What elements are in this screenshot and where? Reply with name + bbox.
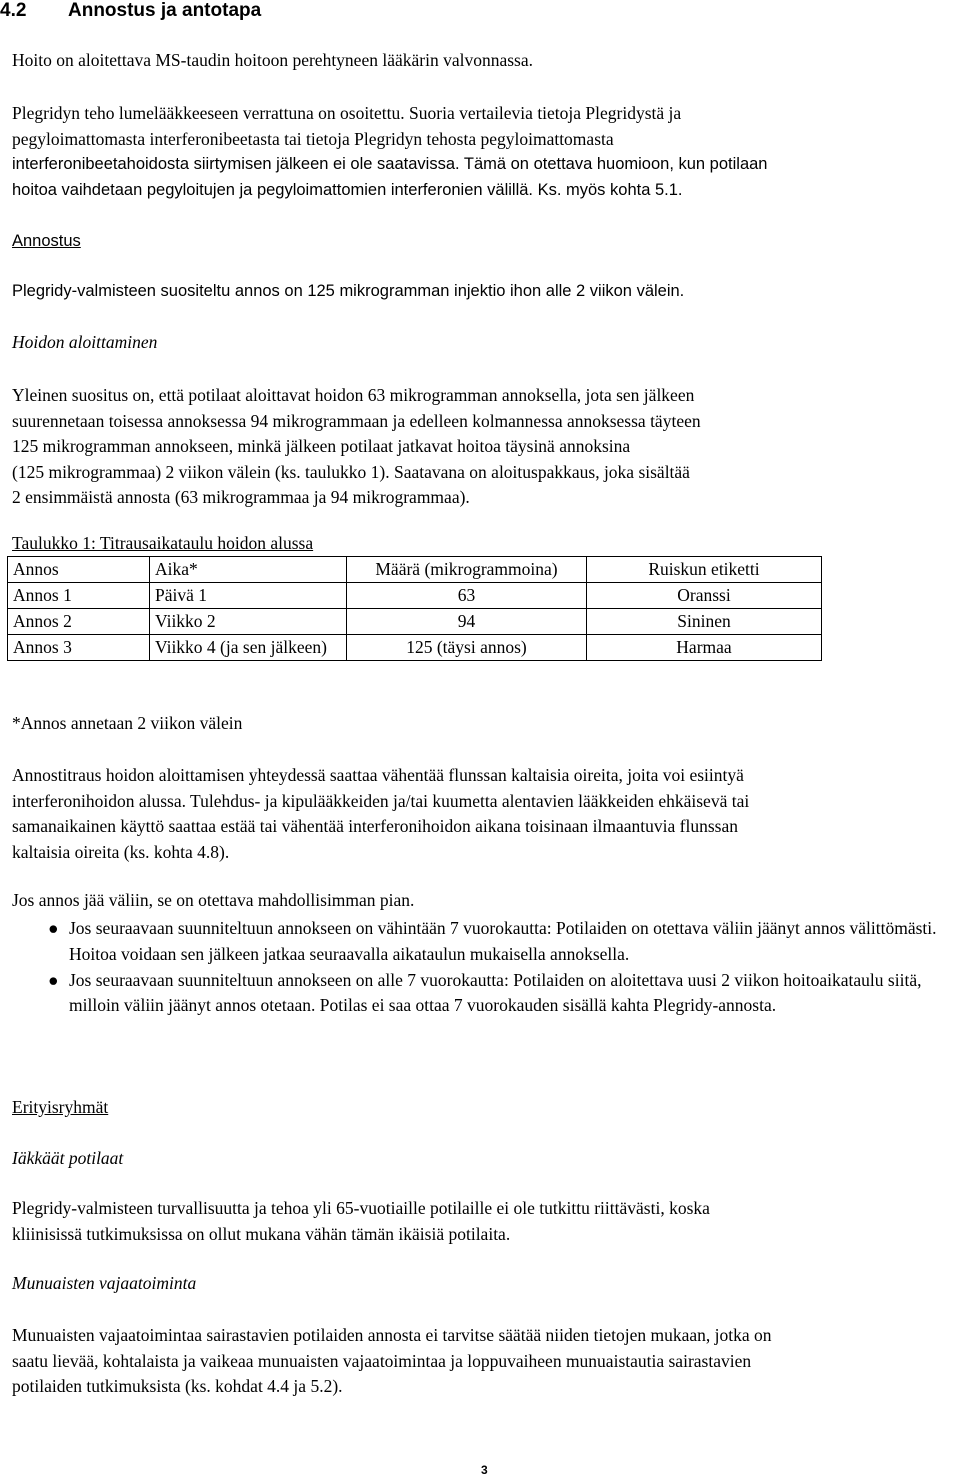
titration-table-wrap xyxy=(7,556,822,661)
text-line: pegyloimattomasta interferonibeetasta tai tietoja Plegridyn tehosta pegyloimattomasta xyxy=(12,128,614,149)
text-line: potilaiden tutkimuksista (ks. kohdat 4.4 ja 5.2). xyxy=(12,1376,343,1396)
table-header-cell: Määrä (mikrogrammoina) xyxy=(347,557,587,583)
table-cell: Annos 3 xyxy=(8,635,150,661)
text-line: interferonibeetahoidosta siirtymisen jälkeen ei ole saatavissa. Tämä on otettava huomioon, kun potilaan xyxy=(12,155,768,173)
text-line: Yleinen suositus on, että potilaat aloittavat hoidon 63 mikrogramman annoksella, jota sen jälkeen xyxy=(12,385,695,405)
bullet-icon: ● xyxy=(48,918,59,938)
table-cell: Viikko 2 xyxy=(150,609,347,635)
intro-paragraph: Hoito on aloitettava MS-taudin hoitoon perehtyneen lääkärin valvonnassa. xyxy=(12,50,533,70)
special-groups-heading: Erityisryhmät xyxy=(12,1097,109,1117)
table-header-cell: Ruiskun etiketti xyxy=(587,557,822,583)
efficacy-paragraph xyxy=(12,101,767,203)
table-cell: Annos 2 xyxy=(8,609,150,635)
table-header-row xyxy=(8,557,822,583)
section-number: 4.2 xyxy=(0,0,27,21)
table-cell: Viikko 4 (ja sen jälkeen) xyxy=(150,635,347,661)
annostus-paragraph: Plegridy-valmisteen suositeltu annos on 125 mikrogramman injektio ihon alle 2 viikon välein. xyxy=(12,282,685,300)
list-item xyxy=(0,916,960,968)
text-line: kliinisissä tutkimuksissa on ollut mukana vähän tämän ikäisiä potilaita. xyxy=(12,1223,511,1244)
bullet-icon: ● xyxy=(48,969,59,990)
text-line: Plegridyn teho lumelääkkeeseen verrattuna on osoitettu. Suoria vertailevia tietoja Plegridystä ja xyxy=(12,103,682,123)
renal-paragraph xyxy=(12,1323,772,1400)
table-header-cell: Aika* xyxy=(150,557,347,583)
table-cell: Sininen xyxy=(587,609,822,635)
text-line: hoitoa vaihdetaan pegyloitujen ja pegyloimattomien interferonien välillä. Ks. myös kohta 5.1. xyxy=(12,180,683,199)
annostus-heading: Annostus xyxy=(12,232,81,250)
list-item-text: Jos seuraavaan suunniteltuun annokseen on vähintään 7 vuorokautta: Potilaiden on otettava väliin jäänyt annos välittömästi. Hoitoa voidaan sen jälkeen jatkaa seuraavalla aikataulun mukaisella annoksella. xyxy=(69,918,937,964)
table-cell: Päivä 1 xyxy=(150,583,347,609)
table-row xyxy=(8,609,822,635)
text-line: suurennetaan toisessa annoksessa 94 mikrogrammaan ja edelleen kolmannessa annoksessa täyteen xyxy=(12,410,701,431)
page-number: 3 xyxy=(481,1463,488,1477)
text-line: (125 mikrogrammaa) 2 viikon välein (ks. taulukko 1). Saatavana on aloituspakkaus, joka sisältää xyxy=(12,461,690,482)
missed-dose-paragraph: Jos annos jää väliin, se on otettava mahdollisimman pian. xyxy=(12,890,415,910)
section-heading xyxy=(0,0,261,22)
text-line: interferonihoidon alussa. Tulehdus- ja kipulääkkeiden ja/tai kuumetta alentavien lääkkeiden ehkäisevä tai xyxy=(12,790,750,811)
table-cell: Harmaa xyxy=(587,635,822,661)
section-title: Annostus ja antotapa xyxy=(68,0,262,21)
text-line: kaltaisia oireita (ks. kohta 4.8). xyxy=(12,841,230,862)
text-line: 125 mikrogramman annokseen, minkä jälkeen potilaat jatkavat hoitoa täysinä annoksina xyxy=(12,436,631,456)
titration-paragraph xyxy=(12,763,749,865)
titration-table xyxy=(7,556,822,661)
elderly-heading: Iäkkäät potilaat xyxy=(12,1148,124,1168)
table-row xyxy=(8,635,822,661)
table-cell: 63 xyxy=(347,583,587,609)
renal-heading: Munuaisten vajaatoiminta xyxy=(12,1273,197,1293)
text-line: Munuaisten vajaatoimintaa sairastavien potilaiden annosta ei tarvitse säätää niiden tietojen mukaan, jotka on xyxy=(12,1325,772,1345)
table-cell: 125 (täysi annos) xyxy=(347,635,587,661)
text-line: saatu lievää, kohtalaista ja vaikeaa munuaisten vajaatoimintaa ja loppuvaiheen munuaistautia sairastavien xyxy=(12,1350,752,1371)
missed-dose-list xyxy=(0,916,960,1019)
table-cell: Oranssi xyxy=(587,583,822,609)
text-line: Annostitraus hoidon aloittamisen yhteydessä saattaa vähentää flunssan kaltaisia oireita, joita voi esiintyä xyxy=(12,765,744,785)
text-line: samanaikainen käyttö saattaa estää tai vähentää interferonihoidon aikana toisinaan ilmaantuvia flunssan xyxy=(12,816,738,836)
initiation-paragraph xyxy=(12,383,701,511)
initiation-heading: Hoidon aloittaminen xyxy=(12,332,158,352)
list-item-text: Jos seuraavaan suunniteltuun annokseen on alle 7 vuorokautta: Potilaiden on aloitettava uusi 2 viikon hoitoaikataulu siitä, milloin väliin jäänyt annos otetaan. Potilas ei saa ottaa 7 vuorokauden sisällä kahta Plegridy-annosta. xyxy=(69,969,922,1016)
table-cell: Annos 1 xyxy=(8,583,150,609)
text-line: 2 ensimmäistä annosta (63 mikrogrammaa ja 94 mikrogrammaa). xyxy=(12,487,470,507)
table-footnote: *Annos annetaan 2 viikon välein xyxy=(12,713,243,733)
table-row xyxy=(8,583,822,609)
list-item xyxy=(0,968,960,1020)
table-header-cell: Annos xyxy=(8,557,150,583)
table-cell: 94 xyxy=(347,609,587,635)
text-line: Plegridy-valmisteen turvallisuutta ja tehoa yli 65-vuotiaille potilaille ei ole tutkittu riittävästi, koska xyxy=(12,1198,710,1218)
table-caption: Taulukko 1: Titrausaikataulu hoidon alussa xyxy=(12,533,314,553)
elderly-paragraph xyxy=(12,1196,710,1247)
